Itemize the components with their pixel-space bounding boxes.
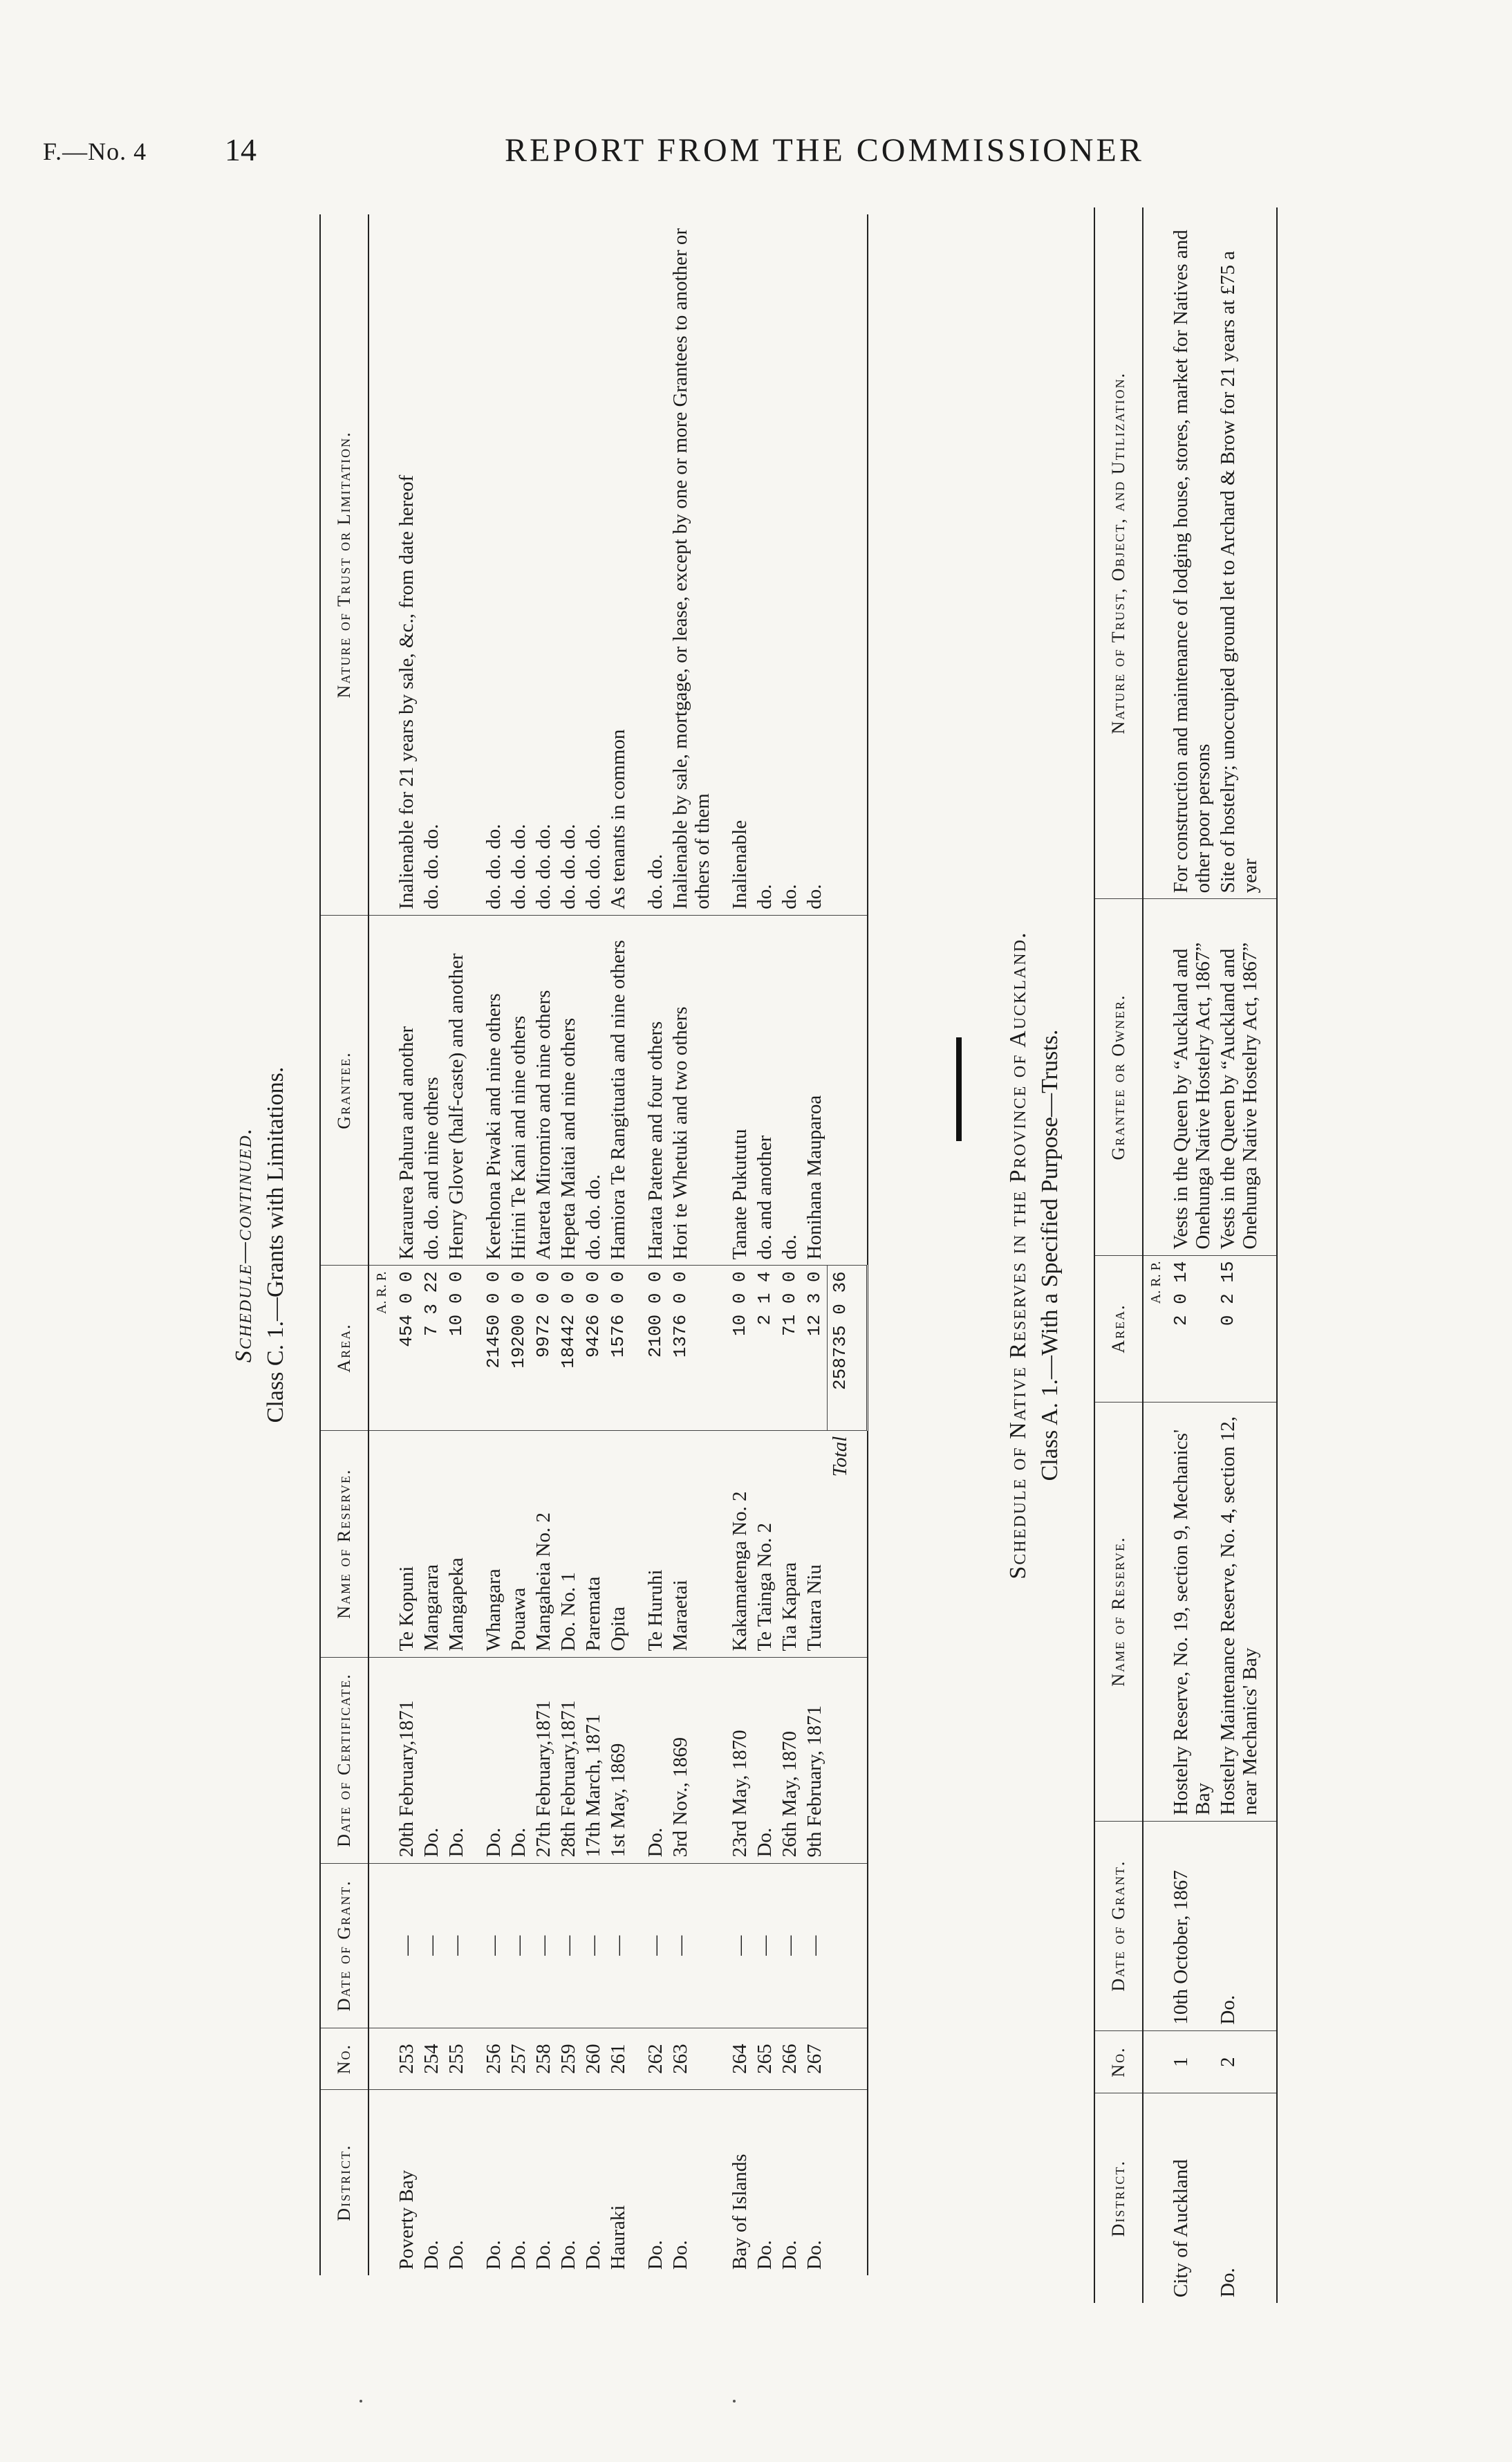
- number-cell: 258: [531, 2028, 556, 2089]
- table-row: [444, 214, 469, 2275]
- district-cell: Hauraki: [607, 2205, 629, 2270]
- number-cell: 256: [481, 2028, 506, 2089]
- col-date-grant: Date of Grant.: [320, 1863, 368, 2028]
- section-divider: [956, 1037, 962, 1141]
- row-gap: [631, 214, 643, 2275]
- schedule-a-subtitle: Class A. 1.—With a Specified Purpose—Trusts.: [1037, 1029, 1063, 1481]
- col-area-label: Area.: [334, 1323, 354, 1373]
- reserve-name-cell: Kakamatenga No. 2: [727, 1430, 752, 1657]
- date-certificate-cell: 9th February, 1871: [802, 1657, 828, 1863]
- date-certificate-cell: 27th February,1871: [531, 1657, 556, 1863]
- reserve-name-cell: Whangara: [481, 1430, 506, 1657]
- grantee-cell: Honihana Mauparoa: [802, 915, 828, 1266]
- area-cell: 18442 0 0: [556, 1266, 581, 1430]
- date-certificate-cell: Do.: [481, 1657, 506, 1863]
- nature-cell: do. do. do.: [581, 214, 606, 915]
- district-cell: City of Auckland: [1170, 2159, 1192, 2297]
- col-grantee: Grantee.: [320, 915, 368, 1266]
- page-header: [0, 131, 1512, 187]
- district-cell: Do.: [1217, 2268, 1239, 2297]
- date-grant-cell: —: [444, 1863, 469, 2028]
- schedule-a-block: [1002, 207, 1507, 2303]
- area-cell: 71 0 0: [777, 1266, 802, 1430]
- district-cell: Do.: [420, 2240, 442, 2270]
- reserve-name-cell: Pouawa: [506, 1430, 531, 1657]
- speck-mark: [733, 2400, 736, 2403]
- district-cell: Do.: [778, 2240, 801, 2270]
- nature-cell: Inalienable: [727, 214, 752, 915]
- table-row: [581, 214, 606, 2275]
- date-certificate-cell: Do.: [419, 1657, 444, 1863]
- nature-cell: do.: [802, 214, 828, 915]
- col-a-name-reserve: Name of Reserve.: [1094, 1402, 1143, 1821]
- nature-cell: do. do. do.: [556, 214, 581, 915]
- schedule-a-title: Schedule of Native Reserves in the Province of Auckland.: [1005, 931, 1031, 1580]
- number-cell: 1: [1168, 2030, 1215, 2093]
- nature-cell: do.: [777, 214, 802, 915]
- date-grant-cell: —: [506, 1863, 531, 2028]
- nature-cell: do. do.: [643, 214, 668, 915]
- reserve-name-cell: Hostelry Maintenance Reserve, No. 4, section 12, near Mechanics' Bay: [1215, 1402, 1277, 1821]
- date-grant-cell: Do.: [1215, 1821, 1277, 2030]
- date-certificate-cell: 1st May, 1869: [606, 1657, 631, 1863]
- table-row: [506, 214, 531, 2275]
- table-row: [643, 214, 668, 2275]
- district-cell: Do.: [532, 2240, 554, 2270]
- area-units: A. R. P.: [368, 1266, 394, 1430]
- schedule-c-title: Schedule—continued.: [231, 1127, 256, 1363]
- area-a-units: A. R. P.: [1143, 1255, 1168, 1402]
- grantee-cell: Tanate Pukututu: [727, 915, 752, 1266]
- col-nature: Nature of Trust or Limitation.: [320, 214, 368, 915]
- table-row: [752, 214, 777, 2275]
- schedule-c-block: [228, 214, 926, 2275]
- number-cell: 255: [444, 2028, 469, 2089]
- table-row: [419, 214, 444, 2275]
- page-number: 14: [225, 132, 256, 167]
- grantee-cell: Harata Patene and four others: [643, 915, 668, 1266]
- nature-cell: For construction and maintenance of lodging house, stores, market for Natives and other poor persons: [1168, 207, 1215, 899]
- date-grant-cell: —: [802, 1863, 828, 2028]
- date-grant-cell: 10th October, 1867: [1168, 1821, 1215, 2030]
- area-units-row: [368, 214, 394, 2275]
- area-cell: 1376 0 0: [668, 1266, 715, 1430]
- col-a-area: Area.: [1094, 1255, 1143, 1402]
- area-cell: 1576 0 0: [606, 1266, 631, 1430]
- district-cell: Do.: [754, 2240, 776, 2270]
- date-certificate-cell: 23rd May, 1870: [727, 1657, 752, 1863]
- number-cell: 265: [752, 2028, 777, 2089]
- date-certificate-cell: 28th February,1871: [556, 1657, 581, 1863]
- date-certificate-cell: Do.: [506, 1657, 531, 1863]
- date-grant-cell: —: [752, 1863, 777, 2028]
- district-cell: Poverty Bay: [395, 2169, 418, 2270]
- table-row: [394, 214, 419, 2275]
- area-cell: 19200 0 0: [506, 1266, 531, 1430]
- col-date-certificate: Date of Certificate.: [320, 1657, 368, 1863]
- date-grant-cell: —: [668, 1863, 715, 2028]
- nature-cell: do. do. do.: [481, 214, 506, 915]
- nature-cell: Inalienable for 21 years by sale, &c., from date hereof: [394, 214, 419, 915]
- col-a-grantee-owner: Grantee or Owner.: [1094, 899, 1143, 1255]
- total-row: [828, 214, 868, 2275]
- nature-cell: do. do. do.: [419, 214, 444, 915]
- table-row: [1215, 207, 1277, 2303]
- col-district: District.: [320, 2090, 368, 2275]
- date-grant-cell: —: [727, 1863, 752, 2028]
- report-code: F.—No. 4: [43, 138, 147, 165]
- number-cell: 257: [506, 2028, 531, 2089]
- number-cell: 2: [1215, 2030, 1277, 2093]
- grantee-cell: Henry Glover (half-caste) and another: [444, 915, 469, 1266]
- speck-mark: [360, 2400, 362, 2403]
- grantee-cell: do. and another: [752, 915, 777, 1266]
- total-value: 258735 0 36: [828, 1266, 868, 1430]
- reserve-name-cell: Maraetai: [668, 1430, 715, 1657]
- area-a-units-row: [1143, 207, 1168, 2303]
- table-row: [481, 214, 506, 2275]
- schedule-a-table: [1094, 207, 1278, 2303]
- date-grant-cell: —: [581, 1863, 606, 2028]
- date-grant-cell: —: [531, 1863, 556, 2028]
- area-cell: 9426 0 0: [581, 1266, 606, 1430]
- number-cell: 261: [606, 2028, 631, 2089]
- table-row: [531, 214, 556, 2275]
- schedule-c-subtitle: Class C. 1.—Grants with Limitations.: [263, 1066, 288, 1423]
- district-cell: Do.: [557, 2240, 579, 2270]
- schedule-c-table: [319, 214, 868, 2275]
- area-cell: 21450 0 0: [481, 1266, 506, 1430]
- grantee-cell: Hori te Whetuki and two others: [668, 915, 715, 1266]
- table-row: [556, 214, 581, 2275]
- table-row: [777, 214, 802, 2275]
- reserve-name-cell: Mangapeka: [444, 1430, 469, 1657]
- col-area: [320, 1266, 368, 1430]
- district-cell: Do.: [803, 2240, 825, 2270]
- reserve-name-cell: Mangarara: [419, 1430, 444, 1657]
- reserve-name-cell: Tutara Niu: [802, 1430, 828, 1657]
- area-cell: 2100 0 0: [643, 1266, 668, 1430]
- number-cell: 266: [777, 2028, 802, 2089]
- area-cell: 10 0 0: [727, 1266, 752, 1430]
- reserve-name-cell: Tia Kapara: [777, 1430, 802, 1657]
- number-cell: 260: [581, 2028, 606, 2089]
- area-cell: 12 3 0: [802, 1266, 828, 1430]
- grantee-cell: Atareta Miromiro and nine others: [531, 915, 556, 1266]
- number-cell: 267: [802, 2028, 828, 2089]
- nature-cell: As tenants in common: [606, 214, 631, 915]
- date-certificate-cell: Do.: [444, 1657, 469, 1863]
- date-certificate-cell: 17th March, 1871: [581, 1657, 606, 1863]
- date-grant-cell: —: [606, 1863, 631, 2028]
- schedule-c-header-row: [320, 214, 368, 2275]
- grantee-cell: Hamiora Te Rangituatia and nine others: [606, 915, 631, 1266]
- date-certificate-cell: 20th February,1871: [394, 1657, 419, 1863]
- grantee-owner-cell: Vests in the Queen by “Auckland and Onehunga Native Hostelry Act, 1867”: [1168, 899, 1215, 1255]
- reserve-name-cell: Opita: [606, 1430, 631, 1657]
- grantee-cell: Kerehona Piwaki and nine others: [481, 915, 506, 1266]
- number-cell: 263: [668, 2028, 715, 2089]
- date-grant-cell: —: [556, 1863, 581, 2028]
- grantee-cell: do. do. and nine others: [419, 915, 444, 1266]
- date-grant-cell: —: [481, 1863, 506, 2028]
- number-cell: 254: [419, 2028, 444, 2089]
- table-row: [1168, 207, 1215, 2303]
- area-cell: 2 1 4: [752, 1266, 777, 1430]
- grantee-cell: Hirini Te Kani and nine others: [506, 915, 531, 1266]
- grantee-cell: do. do. do.: [581, 915, 606, 1266]
- date-grant-cell: —: [643, 1863, 668, 2028]
- district-cell: Do.: [669, 2240, 691, 2270]
- area-cell: 9972 0 0: [531, 1266, 556, 1430]
- nature-cell: do. do. do.: [531, 214, 556, 915]
- report-title: REPORT FROM THE COMMISSIONER: [505, 132, 1144, 169]
- area-cell: 0 2 15: [1215, 1255, 1277, 1402]
- grantee-cell: Karaurea Pahura and another: [394, 915, 419, 1266]
- nature-cell: do.: [752, 214, 777, 915]
- reserve-name-cell: Do. No. 1: [556, 1430, 581, 1657]
- area-cell: 2 0 14: [1168, 1255, 1215, 1402]
- col-no: No.: [320, 2028, 368, 2089]
- reserve-name-cell: Mangaheia No. 2: [531, 1430, 556, 1657]
- col-a-district: District.: [1094, 2093, 1143, 2303]
- area-cell: 454 0 0: [394, 1266, 419, 1430]
- table-row: [606, 214, 631, 2275]
- nature-cell: Site of hostelry; unoccupied ground let to Archard & Brow for 21 years at £75 a year: [1215, 207, 1277, 899]
- district-cell: Do.: [507, 2240, 530, 2270]
- date-grant-cell: —: [777, 1863, 802, 2028]
- area-cell: 7 3 22: [419, 1266, 444, 1430]
- reserve-name-cell: Te Kopuni: [394, 1430, 419, 1657]
- district-cell: Do.: [445, 2240, 467, 2270]
- table-row: [668, 214, 715, 2275]
- col-a-nature: Nature of Trust, Object, and Utilization.: [1094, 207, 1143, 899]
- row-gap: [715, 214, 727, 2275]
- col-a-no: No.: [1094, 2030, 1143, 2093]
- grantee-cell: do.: [777, 915, 802, 1266]
- number-cell: 259: [556, 2028, 581, 2089]
- col-a-date-grant: Date of Grant.: [1094, 1821, 1143, 2030]
- nature-cell: do. do. do.: [506, 214, 531, 915]
- date-certificate-cell: 26th May, 1870: [777, 1657, 802, 1863]
- area-cell: 10 0 0: [444, 1266, 469, 1430]
- date-grant-cell: —: [419, 1863, 444, 2028]
- reserve-name-cell: Hostelry Reserve, No. 19, section 9, Mechanics' Bay: [1168, 1402, 1215, 1821]
- number-cell: 264: [727, 2028, 752, 2089]
- table-row: [802, 214, 828, 2275]
- date-certificate-cell: 3rd Nov., 1869: [668, 1657, 715, 1863]
- total-label: Total: [828, 1430, 868, 1657]
- date-certificate-cell: Do.: [752, 1657, 777, 1863]
- reserve-name-cell: Te Huruhi: [643, 1430, 668, 1657]
- grantee-owner-cell: Vests in the Queen by “Auckland and Onehunga Native Hostelry Act, 1867”: [1215, 899, 1277, 1255]
- schedule-a-header-row: [1094, 207, 1143, 2303]
- nature-cell: [444, 214, 469, 915]
- row-gap: [469, 214, 481, 2275]
- date-grant-cell: —: [394, 1863, 419, 2028]
- grantee-cell: Hepeta Maitai and nine others: [556, 915, 581, 1266]
- district-cell: Do.: [483, 2240, 505, 2270]
- date-certificate-cell: Do.: [643, 1657, 668, 1863]
- reserve-name-cell: Te Tainga No. 2: [752, 1430, 777, 1657]
- col-name-reserve: Name of Reserve.: [320, 1430, 368, 1657]
- reserve-name-cell: Paremata: [581, 1430, 606, 1657]
- district-cell: Do.: [644, 2240, 666, 2270]
- number-cell: 253: [394, 2028, 419, 2089]
- table-row: [727, 214, 752, 2275]
- district-cell: Bay of Islands: [729, 2154, 751, 2270]
- nature-cell: Inalienable by sale, mortgage, or lease, except by one or more Grantees to another or others of them: [668, 214, 715, 915]
- district-cell: Do.: [582, 2240, 604, 2270]
- number-cell: 262: [643, 2028, 668, 2089]
